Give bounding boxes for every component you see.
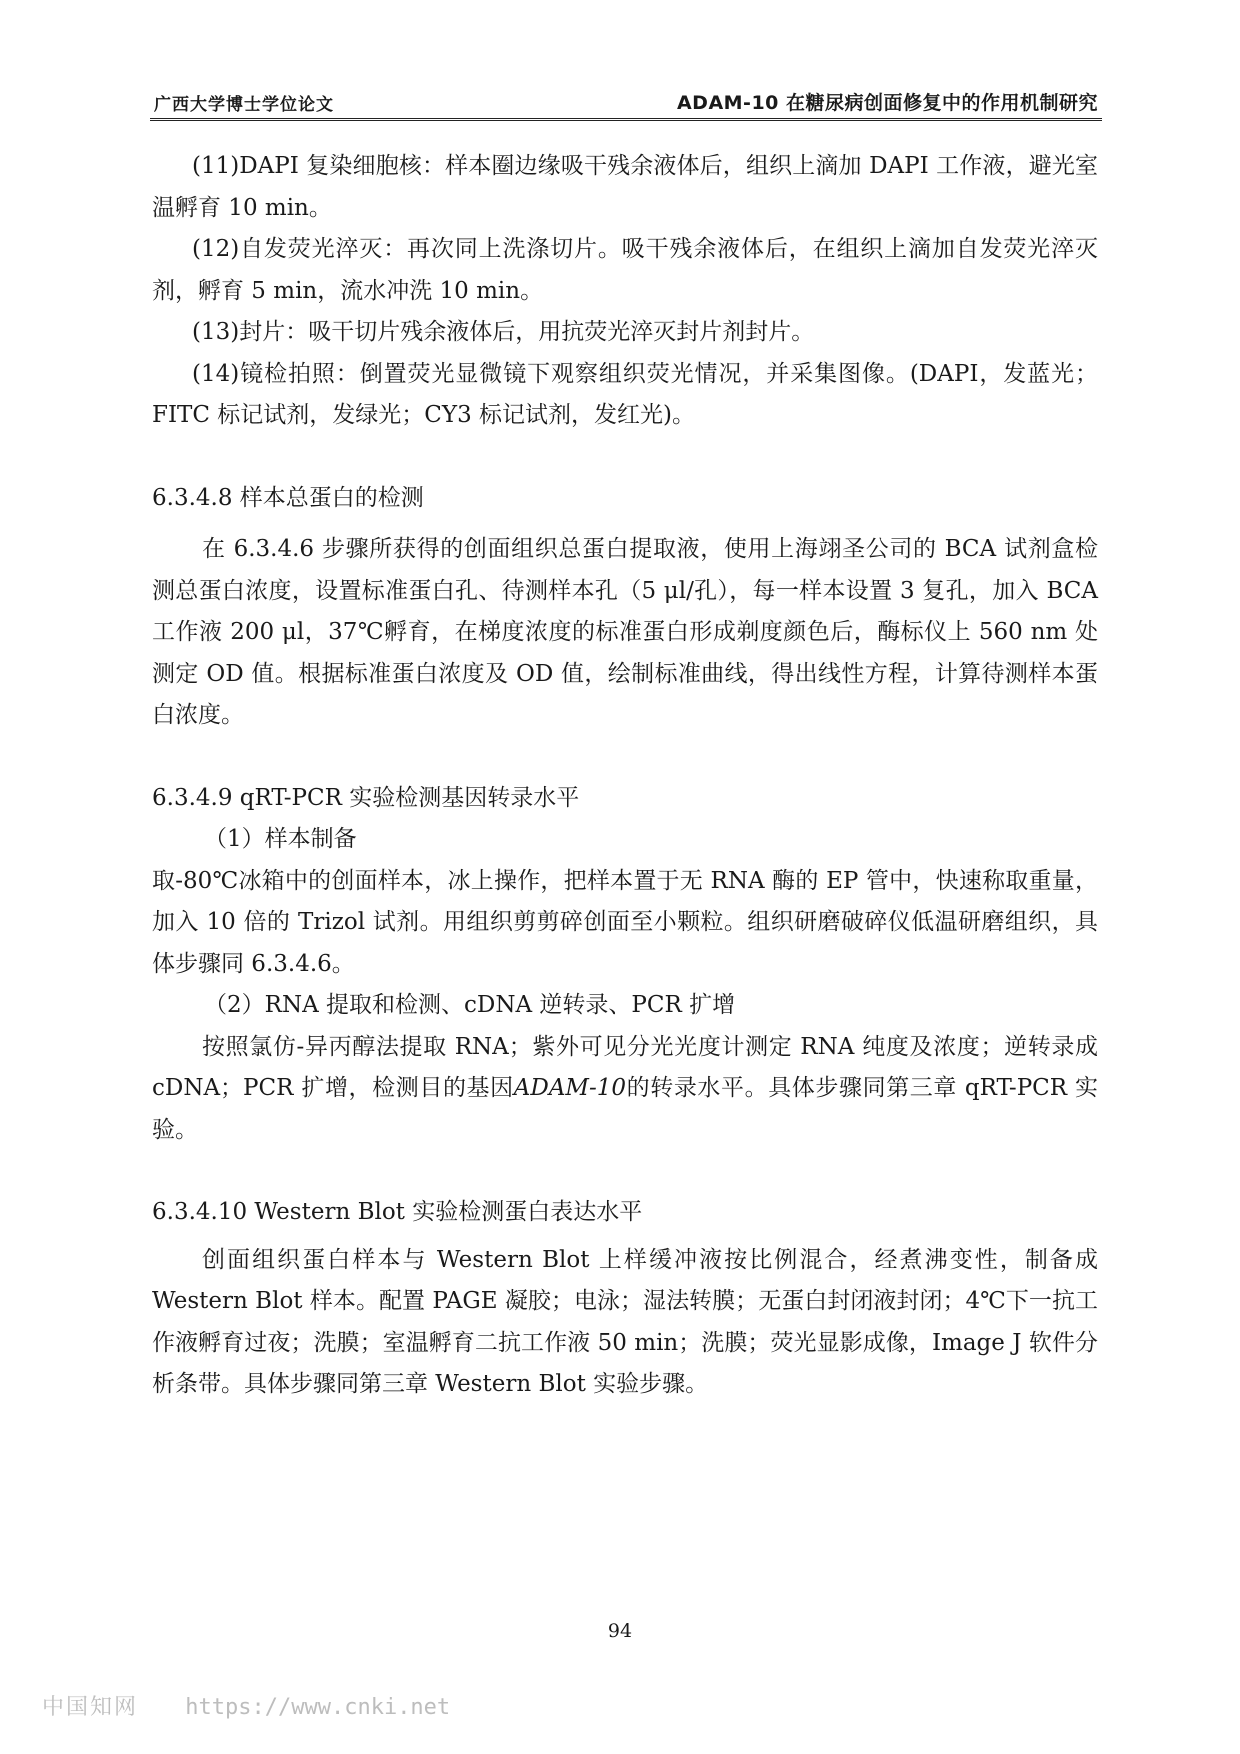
gene-name: ADAM-10 — [513, 1075, 627, 1101]
rna-text-part-1: 按照氯仿-异丙醇法提取 RNA；紫外可见分光光度计测定 RNA 纯度及浓度；逆转录成 cDNA；PCR 扩增，检测目的基因 — [152, 1033, 1098, 1101]
step-11: (11)DAPI 复染细胞核：样本圈边缘吸干残余液体后，组织上滴加 DAPI 工作液，避光室温孵育 10 min。 — [152, 153, 1098, 221]
watermark-url: https://www.cnki.net — [185, 1695, 451, 1720]
section-body-6349-prep: 取-80℃冰箱中的创面样本，冰上操作，把样本置于无 RNA 酶的 EP 管中，快速称取重量，加入 10 倍的 Trizol 试剂。用组织剪剪碎创面至小颗粒。组织研磨破碎仪低温研磨组织，具体步骤同 6.3.4.6。 — [152, 867, 1098, 977]
section-heading-6349: 6.3.4.9 qRT-PCR 实验检测基因转录水平 — [152, 784, 580, 811]
subheading-rna-extraction: （2）RNA 提取和检测、cDNA 逆转录、PCR 扩增 — [204, 992, 736, 1018]
section-heading-63410: 6.3.4.10 Western Blot 实验检测蛋白表达水平 — [152, 1199, 643, 1225]
step-13: (13)封片：吸干切片残余液体后，用抗荧光淬灭封片剂封片。 — [192, 319, 815, 345]
rna-text-part-2: 的转录水平。具体步骤同第三章 qRT-PCR 实验。 — [152, 1075, 1099, 1143]
subheading-sample-prep: （1）样本制备 — [204, 826, 357, 852]
section-heading-6348: 6.3.4.8 样本总蛋白的检测 — [152, 484, 424, 511]
section-body-63410: 创面组织蛋白样本与 Western Blot 上样缓冲液按比例混合，经煮沸变性，制备成 Western Blot 样本。配置 PAGE 凝胶；电泳；湿法转膜；无蛋白封闭液封闭；4℃下一抗工作液孵育过夜；洗膜；室温孵育二抗工作液 50 min；洗膜；荧光显影成像，Image J 软件分析条带。具体步骤同第三章 Western Blot 实验步骤。 — [152, 1246, 1098, 1397]
page-body — [152, 146, 1098, 1406]
section-body-6348: 在 6.3.4.6 步骤所获得的创面组织总蛋白提取液，使用上海翊圣公司的 BCA 试剂盒检测总蛋白浓度，设置标准蛋白孔、待测样本孔（5 μl/孔），每一样本设置 3 复孔，加入 BCA 工作液 200 μl，37℃孵育，在梯度浓度的标准蛋白形成剃度颜色后，酶标仪上 560 nm 处测定 OD 值。根据标准蛋白浓度及 OD 值，绘制标准曲线，得出线性方程，计算待测样本蛋白浓度。 — [152, 536, 1098, 728]
page-number: 94 — [607, 1620, 633, 1642]
section-body-6349-rna — [152, 1027, 1098, 1152]
header-thesis-title: ADAM-10 在糖尿病创面修复中的作用机制研究 — [676, 92, 1098, 114]
header-thesis-label: 广西大学博士学位论文 — [154, 95, 334, 115]
step-14: (14)镜检拍照：倒置荧光显微镜下观察组织荧光情况，并采集图像。(DAPI，发蓝光；FITC 标记试剂，发绿光；CY3 标记试剂，发红光)。 — [152, 360, 1098, 428]
watermark-brand: 中国知网 — [42, 1695, 139, 1720]
cnki-watermark — [42, 1690, 450, 1721]
step-12: (12)自发荧光淬灭：再次同上洗涤切片。吸干残余液体后，在组织上滴加自发荧光淬灭剂，孵育 5 min，流水冲洗 10 min。 — [152, 236, 1098, 304]
running-header — [150, 84, 1102, 121]
